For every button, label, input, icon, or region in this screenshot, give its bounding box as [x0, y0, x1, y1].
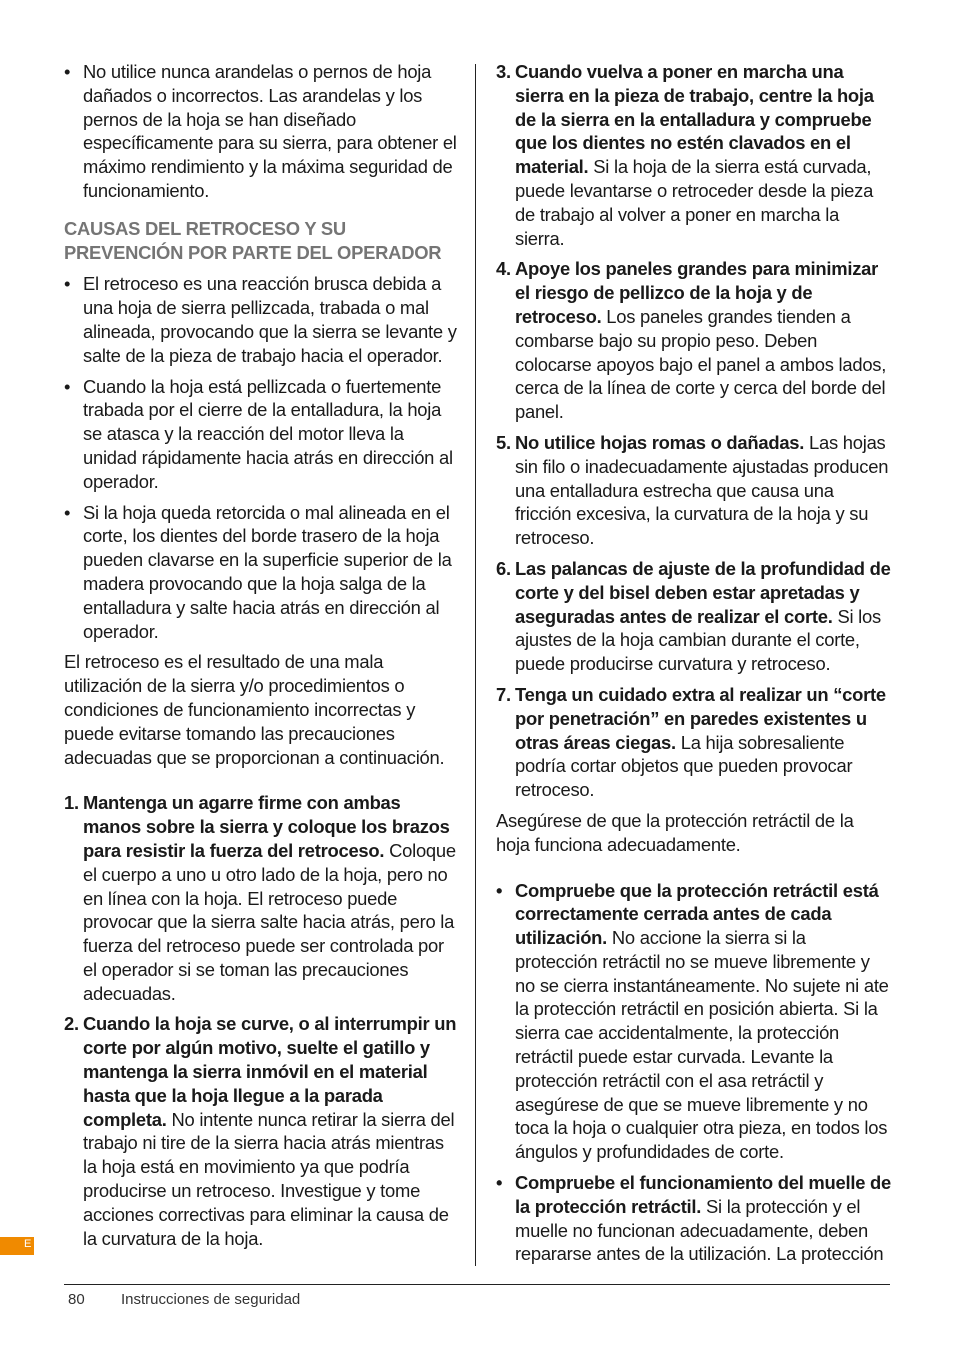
list-item [64, 60, 458, 203]
item-bold-text: Compruebe el funcionamiento del muelle de la protección retráctil. [515, 1172, 892, 1217]
item-text: Los paneles grandes tienden a combarse bajo su propio peso. Deben colocarse apoyos bajo el panel a ambos lados, cerca de la línea de corte y cerca del borde del panel. [515, 305, 887, 423]
bullet-text: Cuando la hoja está pellizcada o fuertemente trabada por el cierre de la entalladura, la hoja se atasca y la reacción del motor lleva la unidad rápidamente hacia atrás en dirección al operador. [83, 375, 453, 492]
list-item [496, 879, 892, 1165]
bullet-text: Si la hoja queda retorcida o mal alineada en el corte, los dientes del borde trasero de la hoja pueden clavarse en la superficie superior de la madera provocando que la hoja salga de la entalladura y salte hacia atrás en dirección al operador. [83, 501, 452, 642]
bullet-marker: • [64, 501, 71, 523]
numbered-item [496, 683, 892, 802]
item-text: Las hojas sin filo o inadecuadamente ajustadas producen una entalladura estrecha que causa una fricción excesiva, la curvatura de la hoja y su retroceso. [515, 431, 889, 549]
item-bold-text: Cuando vuelva a poner en marcha una sierra en la pieza de trabajo, centre la hoja de la sierra en la entalladura y compruebe que los dientes no estén clavados en el material. [515, 61, 874, 178]
page-number: 80 [68, 1291, 85, 1308]
footer-rule [64, 1284, 890, 1285]
numbered-item [496, 431, 892, 550]
numbered-item [496, 257, 892, 424]
item-bold-text: Cuando la hoja se curve, o al interrumpir un corte por algún motivo, suelte el gatillo y mantenga la sierra inmóvil en el material hasta que la hoja llegue a la parada completa. [83, 1013, 457, 1130]
item-text: Si la protección y el muelle no funcionan adecuadamente, deben repararse antes de la utilización. La protección [515, 1195, 884, 1265]
right-column [496, 60, 892, 1273]
bullet-marker: • [496, 1172, 503, 1194]
item-text: Coloque el cuerpo a uno u otro lado de la hoja, pero no en línea con la hoja. El retroceso puede provocar que la sierra salte hacia atrás, pero la fuerza del retroceso puede ser controlada por el operador si se toman las precauciones adecuadas. [83, 839, 456, 1004]
item-bold-text: No utilice hojas romas o dañadas. [515, 431, 810, 453]
item-bold-text: Mantenga un agarre firme con ambas manos sobre la sierra y coloque los brazos para resistir la fuerza del retroceso. [83, 792, 450, 861]
bullet-text: El retroceso es una reacción brusca debida a una hoja de sierra pellizcada, trabada o mal alineada, provocando que la sierra se levante y salte de la pieza de trabajo hacia el operador. [83, 273, 457, 366]
bullet-marker: • [496, 879, 503, 901]
list-item [64, 272, 458, 367]
item-bold-text: Las palancas de ajuste de la profundidad de corte y del bisel deben estar apretadas y aseguradas antes de realizar el corte. [515, 557, 891, 627]
left-column [64, 60, 458, 1257]
item-number: 2. [64, 1013, 79, 1035]
footer-title: Instrucciones de seguridad [121, 1291, 301, 1308]
item-number: 7. [496, 683, 511, 705]
language-tab-label: E [24, 1238, 32, 1250]
language-tab [0, 1237, 34, 1255]
item-number: 1. [64, 792, 79, 814]
list-item [64, 501, 458, 644]
item-number: 6. [496, 557, 511, 579]
item-number: 4. [496, 258, 511, 280]
item-bold-text: Compruebe que la protección retráctil está correctamente cerrada antes de cada utilización. [515, 879, 879, 949]
item-bold-text: Apoye los paneles grandes para minimizar el riesgo de pellizco de la hoja y de retroceso. [515, 258, 879, 327]
list-item [496, 1171, 892, 1266]
section-heading: CAUSAS DEL RETROCESO Y SU PREVENCIÓN POR PARTE DEL OPERADOR [64, 217, 442, 263]
item-number: 5. [496, 431, 511, 453]
item-text: No intente nunca retirar la sierra del trabajo ni tire de la sierra hacia atrás mientras la hoja está en movimiento ya que podría producirse un retroceso. Investigue y tome acciones correctivas para eliminar la causa de la curvatura de la hoja. [83, 1108, 455, 1249]
numbered-item [64, 791, 458, 1005]
item-text: La hija sobresaliente podría cortar objetos que pueden provocar retroceso. [515, 731, 853, 801]
bullet-marker: • [64, 375, 71, 397]
item-bold-text: Tenga un cuidado extra al realizar un “corte por penetración” en paredes existentes u otras áreas ciegas. [515, 683, 886, 753]
column-divider [475, 64, 476, 1266]
numbered-item [64, 1012, 458, 1250]
guard-intro-paragraph: Asegúrese de que la protección retráctil de la hoja funciona adecuadamente. [496, 809, 854, 855]
numbered-item [496, 557, 892, 676]
item-text: Si los ajustes de la hoja cambian durante el corte, puede producirse curvatura y retroceso. [515, 605, 881, 675]
item-number: 3. [496, 61, 511, 82]
item-text: No accione la sierra si la protección retráctil no se mueve libremente y no se cierra instantáneamente. No sujete ni ate la protección retráctil en posición abierta. Si la sierra cae accidentalmente, la protección retráctil puede estar curvada. Levante la protección retráctil con el asa retráctil y asegúrese de que se mueve libremente y no toca la hoja o cualquier otra pieza, en todos los ángulos y profundidades de corte. [515, 927, 889, 1163]
numbered-item [496, 60, 892, 250]
list-item [64, 375, 458, 494]
summary-paragraph: El retroceso es el resultado de una mala utilización de la sierra y/o procedimientos o condiciones de funcionamiento incorrectas y puede evitarse tomando las precauciones adecuadas que se proporcionan a continuación. [64, 651, 445, 768]
bullet-marker: • [64, 273, 71, 295]
bullet-text: No utilice nunca arandelas o pernos de hoja dañados o incorrectos. Las arandelas y los pernos de la hoja se han diseñado específicamente para su sierra, para obtener el máximo rendimiento y la máxima seguridad de funcionamiento. [83, 61, 457, 201]
bullet-marker: • [64, 61, 71, 82]
item-text: Si la hoja de la sierra está curvada, puede levantarse o retroceder desde la pieza de trabajo al volver a poner en marcha la sierra. [515, 156, 874, 249]
